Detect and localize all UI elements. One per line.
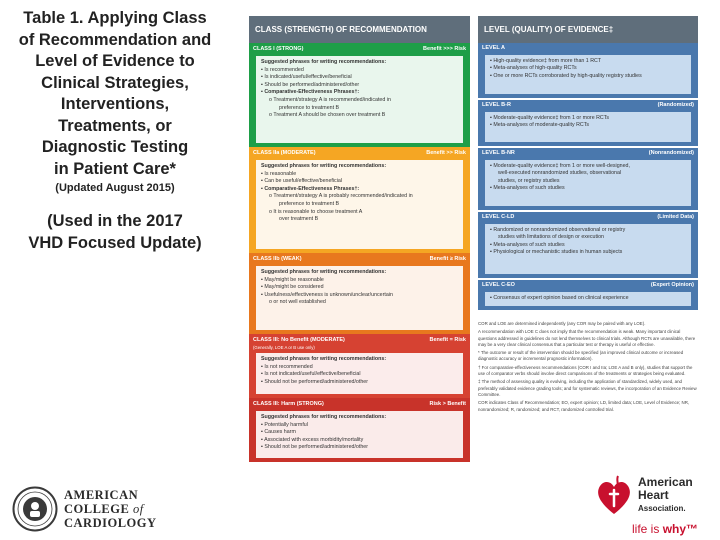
phrase-bullet: ▪ Can be useful/effective/beneficial: [261, 178, 458, 186]
level-name: LEVEL C-LD: [482, 214, 515, 220]
evidence-bullet: ▪ One or more RCTs corroborated by high-quality registry studies: [490, 73, 686, 80]
class-body: [256, 353, 463, 394]
phrase-bullet: ▪ Is reasonable: [261, 171, 458, 179]
phrase-bullet: ▪ Should be performed/administered/other: [261, 82, 458, 90]
level-body: [485, 224, 691, 274]
class-2b-block: [249, 253, 470, 334]
level-tag: (Nonrandomized): [648, 150, 694, 156]
acc-seal-icon: [12, 486, 58, 532]
table-footnotes: [478, 321, 698, 415]
tagline-bold: why™: [662, 522, 699, 536]
class-1-block: [249, 43, 470, 147]
phrase-bullet: ▪ May/might be considered: [261, 284, 458, 292]
used-line: VHD Focused Update): [28, 234, 202, 252]
level-a-block: [478, 43, 698, 98]
class-ratio: Benefit >>> Risk: [423, 46, 466, 52]
phrases-intro: Suggested phrases for writing recommendations:: [261, 356, 387, 362]
evidence-bullet-cont: studies, or registry studies: [498, 177, 560, 184]
class-3-no-benefit-block: [249, 334, 470, 398]
evidence-bullet-cont: well-executed nonrandomized studies, observational: [498, 170, 622, 177]
level-b-r-block: [478, 100, 698, 146]
class-header: [249, 398, 470, 410]
phrase-bullet: ▪ Usefulness/effectiveness is unknown/unclear/uncertain: [261, 292, 458, 300]
phrase-bullet: ▪ Is indicated/useful/effective/beneficial: [261, 74, 458, 82]
updated-date: (Updated August 2015): [55, 182, 175, 194]
level-name: LEVEL B-R: [482, 102, 511, 108]
phrase-bullet: ▪ Associated with excess morbidity/mortality: [261, 437, 458, 445]
phrases-intro: Suggested phrases for writing recommendations:: [261, 414, 387, 420]
level-name: LEVEL B-NR: [482, 150, 515, 156]
class-body: [256, 160, 463, 249]
level-header: [478, 280, 698, 291]
evidence-bullet: ▪ Moderate-quality evidence‡ from 1 or more well-designed,: [490, 163, 686, 170]
class-header: [249, 253, 470, 265]
level-header: [478, 212, 698, 223]
phrases-intro: Suggested phrases for writing recommendations:: [261, 59, 387, 65]
level-tag: (Randomized): [657, 102, 694, 108]
level-header: [478, 100, 698, 111]
phrases-intro: Suggested phrases for writing recommendations:: [261, 163, 387, 169]
evidence-bullet: ▪ Meta-analyses of moderate-quality RCTs: [490, 122, 686, 129]
class-name: CLASS I (STRONG): [253, 46, 304, 52]
class-ratio: Benefit ≥ Risk: [429, 256, 466, 262]
comparative-header: ▪ Comparative-Effectiveness Phrases†:: [261, 186, 458, 194]
aha-logo: [594, 470, 714, 538]
level-header: [478, 43, 698, 54]
level-header: [478, 148, 698, 159]
slide-title-block: [2, 8, 228, 254]
evidence-bullet: ▪ Physiological or mechanistic studies in human subjects: [490, 249, 686, 256]
heart-torch-icon: [594, 474, 634, 518]
tagline-plain: life is: [632, 522, 663, 536]
evidence-bullet: ▪ Meta-analyses of high-quality RCTs: [490, 65, 686, 72]
class-2a-block: [249, 147, 470, 253]
acc-line: CARDIOLOGY: [64, 516, 157, 530]
used-in-note: [2, 210, 228, 254]
level-body: [485, 112, 691, 142]
class-name: CLASS III: No Benefit (MODERATE): [253, 337, 345, 343]
evidence-bullet: ▪ Meta-analyses of such studies: [490, 242, 686, 249]
comparative-phrase-cont: over treatment B: [279, 216, 319, 223]
evidence-bullet: ▪ High-quality evidence‡ from more than 1 RCT: [490, 58, 686, 65]
phrase-bullet: ▪ Is recommended: [261, 67, 458, 75]
evidence-bullet: ▪ Randomized or nonrandomized observational or registry: [490, 227, 686, 234]
evidence-bullet: ▪ Meta-analyses of such studies: [490, 185, 686, 192]
loe-column-header: LEVEL (QUALITY) OF EVIDENCE‡: [478, 16, 698, 43]
comparative-phrase-cont: preference to treatment B: [279, 104, 340, 111]
footnote: † For comparative-effectiveness recommendations (COR I and IIa; LOE A and B only), studies that support the use of comparator verbs should involve direct comparisons of the treatments or strategies being evaluated.: [478, 364, 693, 377]
title-line: Level of Evidence to: [35, 52, 195, 70]
footnote: ‡ The method of assessing quality is evolving, including the application of standardized, widely used, and preferably validated evidence grading tools; and for systematic reviews, the incorporation of an Evidence Review Committee.: [478, 379, 697, 397]
acc-logo: [12, 486, 192, 532]
aha-wordmark: [638, 476, 693, 515]
level-body: [485, 160, 691, 206]
comparative-phrase: o Treatment/strategy A is recommended/indicated in: [261, 97, 458, 105]
phrase-bullet: ▪ Is not indicated/useful/effective/beneficial: [261, 371, 458, 379]
class-header: [249, 147, 470, 159]
evidence-bullet: ▪ Moderate-quality evidence‡ from 1 or more RCTs: [490, 115, 686, 122]
level-name: LEVEL A: [482, 45, 505, 51]
title-line: Clinical Strategies,: [41, 73, 189, 92]
level-c-ld-block: [478, 212, 698, 278]
phrases-intro: Suggested phrases for writing recommendations:: [261, 269, 387, 275]
footnote: COR and LOE are determined independently (any COR may be paired with any LOE).: [478, 321, 646, 326]
acc-line: AMERICAN: [64, 488, 139, 502]
phrase-bullet: ▪ May/might be reasonable: [261, 277, 458, 285]
class-3-harm-block: [249, 398, 470, 462]
acc-of: of: [132, 502, 144, 516]
title-line: Diagnostic Testing: [41, 138, 189, 156]
title-line: of Recommendation and: [18, 30, 212, 49]
evidence-bullet: ▪ Consensus of expert opinion based on clinical experience: [490, 295, 686, 302]
level-body: [485, 292, 691, 306]
aha-line: American: [638, 475, 693, 489]
acc-wordmark: [64, 488, 157, 530]
phrase-bullet: ▪ Causes harm: [261, 429, 458, 437]
phrase-bullet: ▪ Is not recommended: [261, 364, 458, 372]
title-line: Interventions,: [60, 95, 170, 113]
aha-line: Association.: [638, 504, 686, 513]
footnote: A recommendation with LOE C does not imply that the recommendation is weak. Many important clinical questions addressed in guidelines do not lend themselves to clinical trials. Although RCTs are unavailable, there may be a very clear clinical consensus that a particular test or therapy is useful or effective.: [478, 329, 696, 347]
class-body: [256, 411, 463, 458]
phrase-bullet-cont: o or not well established: [261, 299, 458, 307]
footnote: COR indicates Class of Recommendation; EO, expert opinion; LD, limited data; LOE, Level of Evidence; NR, nonrandomized; R, randomized; and RCT, randomized controlled trial.: [478, 400, 690, 412]
cor-loe-table: [249, 16, 698, 462]
level-tag: (Limited Data): [657, 214, 694, 220]
used-line: (Used in the 2017: [47, 212, 183, 230]
evidence-bullet-cont: studies with limitations of design or execution: [498, 234, 604, 241]
comparative-phrase: o Treatment/strategy A is probably recommended/indicated in: [261, 193, 458, 201]
level-tag: (Expert Opinion): [650, 282, 694, 288]
phrase-bullet: ▪ Should not be performed/administered/other: [261, 379, 458, 387]
comparative-header: ▪ Comparative-Effectiveness Phrases†:: [261, 89, 458, 97]
comparative-phrase-cont: preference to treatment B: [279, 200, 340, 207]
title-line: Table 1. Applying Class: [23, 9, 207, 27]
class-name: CLASS IIb (WEAK): [253, 256, 302, 262]
slide-title: [2, 8, 228, 180]
phrase-bullet: ▪ Should not be performed/administered/other: [261, 444, 458, 452]
level-c-eo-block: [478, 280, 698, 310]
title-line: in Patient Care*: [54, 159, 176, 178]
cor-column-header: CLASS (STRENGTH) OF RECOMMENDATION: [249, 16, 470, 43]
class-note: (Generally, LOE A or B use only): [253, 345, 315, 350]
class-name: CLASS IIa (MODERATE): [253, 150, 316, 156]
acc-college: COLLEGE: [64, 502, 133, 516]
comparative-phrase: o It is reasonable to choose treatment A: [261, 209, 458, 217]
level-body: [485, 55, 691, 94]
class-ratio: Risk > Benefit: [429, 401, 466, 407]
class-ratio: Benefit = Risk: [429, 337, 466, 343]
class-ratio: Benefit >> Risk: [426, 150, 466, 156]
title-line: Treatments, or: [58, 116, 172, 135]
footnote: * The outcome or result of the intervention should be specified (an improved clinical outcome or increased diagnostic accuracy or incremental prognostic information).: [478, 350, 684, 362]
level-name: LEVEL C-EO: [482, 282, 515, 288]
class-body: [256, 266, 463, 330]
level-b-nr-block: [478, 148, 698, 210]
class-name: CLASS III: Harm (STRONG): [253, 401, 324, 407]
class-body: [256, 56, 463, 143]
class-header: [249, 43, 470, 55]
aha-tagline: [632, 522, 698, 536]
aha-line: Heart: [638, 488, 669, 502]
acc-line: [64, 502, 157, 516]
comparative-phrase: o Treatment A should be chosen over treatment B: [261, 112, 458, 120]
phrase-bullet: ▪ Potentially harmful: [261, 422, 458, 430]
